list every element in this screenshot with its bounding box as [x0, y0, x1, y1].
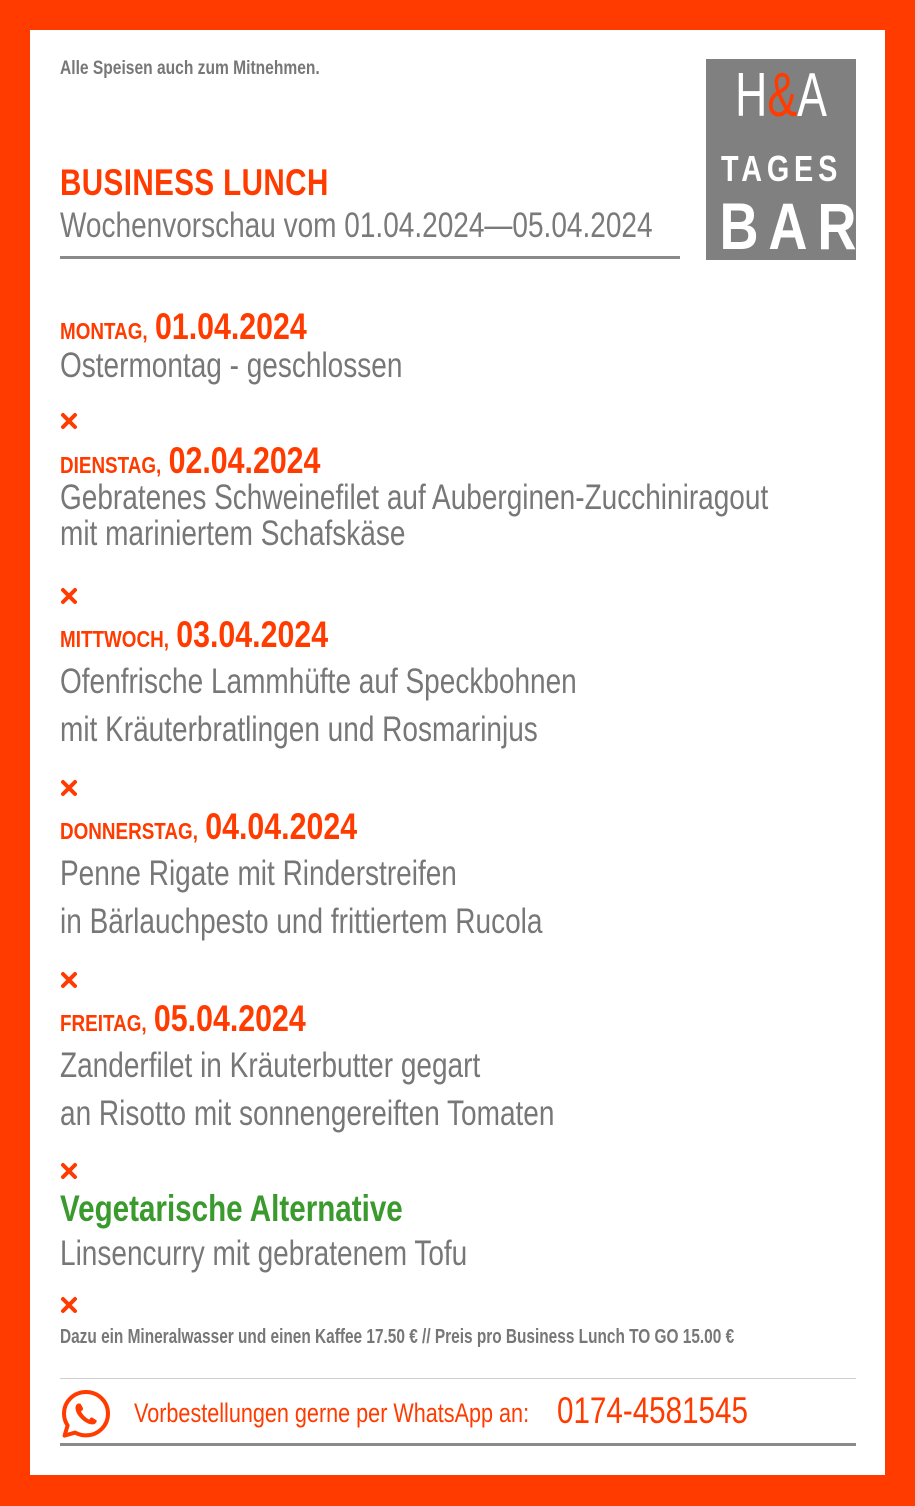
- day-name: DIENSTAG,: [60, 452, 162, 478]
- whatsapp-phone-number[interactable]: 0174-4581545: [557, 1390, 748, 1431]
- day-tuesday: [60, 440, 915, 554]
- price-note: Dazu ein Mineralwasser und einen Kaffee 17.50 € // Preis pro Business Lunch TO GO 15.00 €: [60, 1326, 735, 1348]
- x-mark-icon: [60, 971, 78, 989]
- dish-line: Gebratenes Schweinefilet auf Auberginen-Zucchiniragout: [60, 478, 769, 517]
- dish-line: Ostermontag - geschlossen: [60, 346, 403, 385]
- menu-card: [30, 30, 885, 1475]
- footer-divider-thin: [60, 1378, 856, 1379]
- day-heading: [60, 306, 411, 348]
- dish-line: mit Kräuterbratlingen und Rosmarinjus: [60, 710, 538, 749]
- vegetarian-title: Vegetarische Alternative: [60, 1188, 403, 1229]
- day-name: FREITAG,: [60, 1010, 147, 1036]
- day-date: 04.04.2024: [205, 806, 358, 847]
- day-heading: [60, 806, 555, 848]
- footer-divider: [60, 1443, 856, 1446]
- dish-line: Ofenfrische Lammhüfte auf Speckbohnen: [60, 662, 577, 701]
- day-name: DONNERSTAG,: [60, 818, 198, 844]
- header-divider: [60, 256, 680, 259]
- logo-word-tages: TAGES: [721, 148, 843, 189]
- dish-line: an Risotto mit sonnengereiften Tomaten: [60, 1094, 555, 1133]
- day-date: 05.04.2024: [153, 998, 306, 1039]
- logo-initials: H&A: [735, 61, 827, 130]
- whatsapp-icon[interactable]: [60, 1388, 112, 1440]
- dish-line: in Bärlauchpesto und frittiertem Rucola: [60, 902, 543, 941]
- day-date: 02.04.2024: [168, 440, 321, 481]
- day-date: 03.04.2024: [176, 614, 329, 655]
- day-monday: [60, 306, 488, 386]
- whatsapp-preorder-text: Vorbestellungen gerne per WhatsApp an:: [134, 1398, 530, 1428]
- vegetarian-dish: Linsencurry mit gebratenem Tofu: [60, 1234, 468, 1273]
- x-mark-icon: [60, 1296, 78, 1314]
- day-wednesday: [60, 614, 706, 750]
- dish-line: mit mariniertem Schafskäse: [60, 514, 406, 553]
- takeaway-note: Alle Speisen auch zum Mitnehmen.: [60, 58, 320, 79]
- x-mark-icon: [60, 412, 78, 430]
- page-title: BUSINESS LUNCH: [60, 162, 329, 203]
- dish-line: Penne Rigate mit Rinderstreifen: [60, 854, 457, 893]
- day-heading: [60, 614, 590, 656]
- day-name: MONTAG,: [60, 318, 148, 344]
- x-mark-icon: [60, 1162, 78, 1180]
- day-name: MITTWOCH,: [60, 626, 169, 652]
- x-mark-icon: [60, 587, 78, 605]
- day-heading: [60, 440, 786, 482]
- day-thursday: [60, 806, 663, 942]
- day-friday: [60, 998, 678, 1134]
- week-preview-subtitle: Wochenvorschau vom 01.04.2024—05.04.2024: [60, 206, 653, 245]
- x-mark-icon: [60, 779, 78, 797]
- dish-line: Zanderfilet in Kräuterbutter gegart: [60, 1046, 481, 1085]
- logo-word-bar: BAR: [719, 189, 867, 263]
- day-heading: [60, 998, 567, 1040]
- day-date: 01.04.2024: [154, 306, 307, 347]
- ha-tagesbar-logo: [706, 59, 867, 263]
